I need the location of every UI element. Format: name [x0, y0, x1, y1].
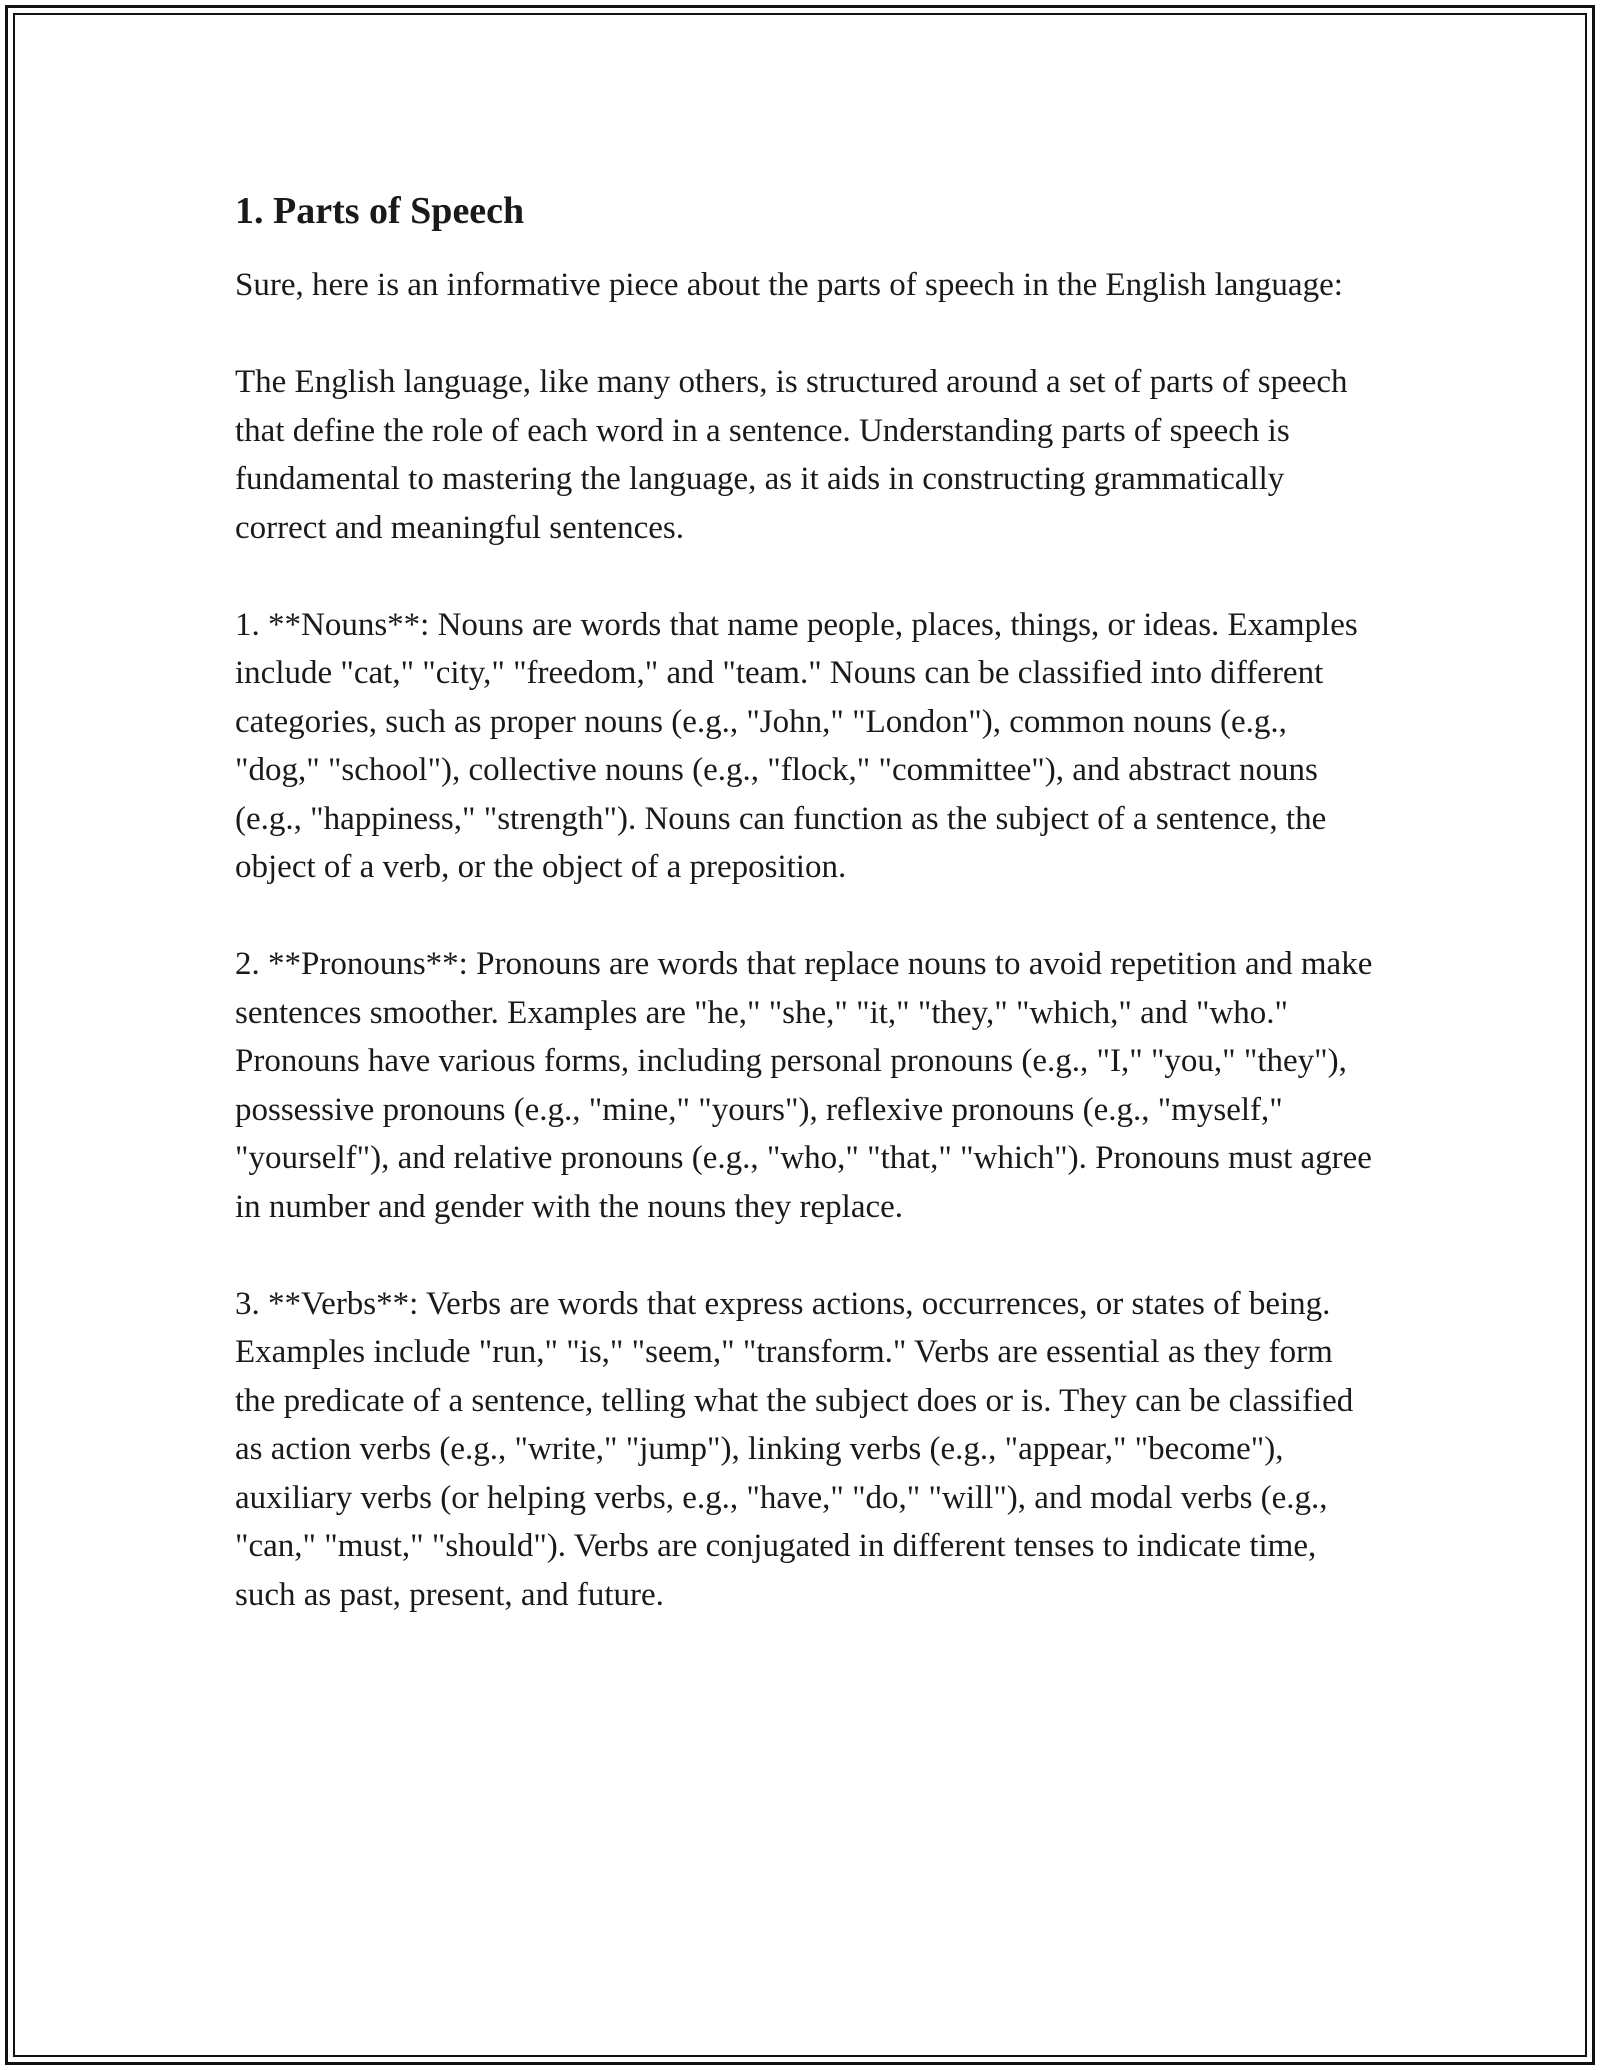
section-heading: 1. Parts of Speech	[235, 190, 525, 232]
intro-paragraph: Sure, here is an informative piece about the parts of speech in the English language:	[235, 267, 1343, 303]
document-body	[235, 185, 1375, 1619]
nouns-paragraph: 1. **Nouns**: Nouns are words that name people, places, things, or ideas. Examples include "cat," "city," "freedom," and "team." Nouns can be classified into different categories, such as proper nouns (e.g., "John," "London"), common nouns (e.g., "dog," "school"), collective nouns (e.g., "flock," "committee"), and abstract nouns (e.g., "happiness," "strength"). Nouns can function as the subject of a sentence, the object of a verb, or the object of a preposition.	[235, 606, 1358, 885]
verbs-paragraph: 3. **Verbs**: Verbs are words that express actions, occurrences, or states of being. Examples include "run," "is," "seem," "transform." Verbs are essential as they form the predicate of a sentence, telling what the subject does or is. They can be classified as action verbs (e.g., "write," "jump"), linking verbs (e.g., "appear," "become"), auxiliary verbs (or helping verbs, e.g., "have," "do," "will"), and modal verbs (e.g., "can," "must," "should"). Verbs are conjugated in different tenses to indicate time, such as past, present, and future.	[235, 1285, 1354, 1613]
pronouns-paragraph: 2. **Pronouns**: Pronouns are words that replace nouns to avoid repetition and make sentences smoother. Examples are "he," "she," "it," "they," "which," and "who." Pronouns have various forms, including personal pronouns (e.g., "I," "you," "they"), possessive pronouns (e.g., "mine," "yours"), reflexive pronouns (e.g., "myself," "yourself"), and relative pronouns (e.g., "who," "that," "which"). Pronouns must agree in number and gender with the nouns they replace.	[235, 946, 1373, 1225]
overview-paragraph: The English language, like many others, is structured around a set of parts of speech that define the role of each word in a sentence. Understanding parts of speech is fundamental to mastering the language, as it aids in constructing grammatically correct and meaningful sentences.	[235, 364, 1348, 546]
